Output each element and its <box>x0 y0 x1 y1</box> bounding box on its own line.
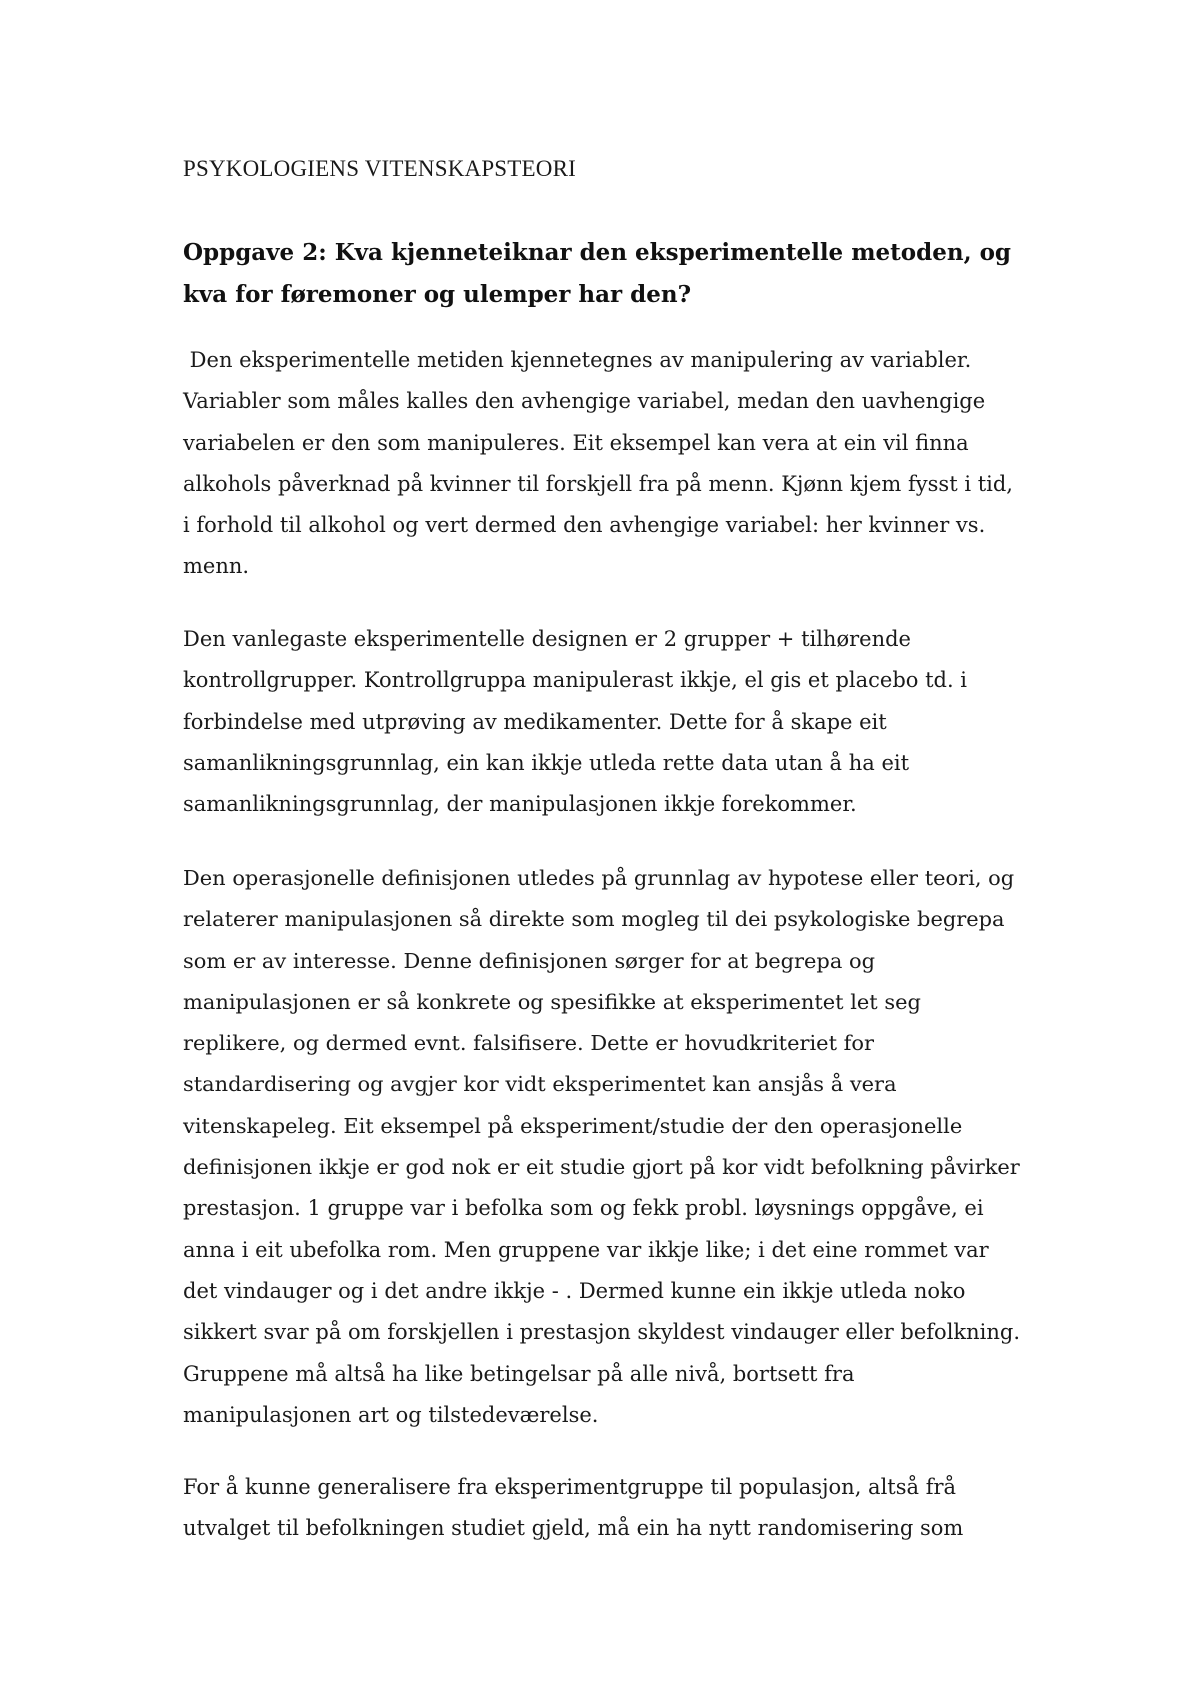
paragraph-line: forbindelse med utprøving av medikamenter. Dette for å skape eit <box>183 709 887 734</box>
paragraph-line: Den operasjonelle definisjonen utledes på grunnlag av hypotese eller teori, og <box>183 866 1015 890</box>
paragraph-line: kontrollgrupper. Kontrollgruppa manipulerast ikkje, el gis et placebo td. i <box>183 668 968 693</box>
paragraph-line: Variabler som måles kalles den avhengige variabel, medan den uavhengige <box>183 389 986 414</box>
paragraph-line: Gruppene må altså ha like betingelsar på alle nivå, bortsett fra <box>183 1361 855 1386</box>
paragraph-line: det vindauger og i det andre ikkje - . Dermed kunne ein ikkje utleda noko <box>183 1278 966 1303</box>
paragraph-line: prestasjon. 1 gruppe var i befolka som og fekk probl. løysnings oppgåve, ei <box>183 1196 984 1221</box>
assignment-title <box>183 232 1011 316</box>
paragraph-line: For å kunne generalisere fra eksperimentgruppe til populasjon, altså frå <box>183 1475 957 1499</box>
paragraph-line: som er av interesse. Denne definisjonen sørger for at begrepa og <box>183 948 875 973</box>
paragraph-line: Den eksperimentelle metiden kjennetegnes av manipulering av variabler. <box>183 348 972 372</box>
paragraph-line: definisjonen ikkje er god nok er eit studie gjort på kor vidt befolkning påvirker <box>183 1155 1020 1180</box>
paragraph-line: menn. <box>183 554 250 579</box>
paragraph-line: i forhold til alkohol og vert dermed den avhengige variabel: her kvinner vs. <box>183 513 986 538</box>
paragraph-3 <box>183 858 1020 1436</box>
paragraph-line: relaterer manipulasjonen så direkte som mogleg til dei psykologiske begrepa <box>183 907 1005 932</box>
document-heading: PSYKOLOGIENS VITENSKAPSTEORI <box>183 156 577 181</box>
paragraph-line: vitenskapeleg. Eit eksempel på eksperiment/studie der den operasjonelle <box>183 1113 963 1138</box>
title-line: kva for føremoner og ulemper har den? <box>183 281 692 308</box>
paragraph-line: replikere, og dermed evnt. falsifisere. Dette er hovudkriteriet for <box>183 1031 874 1056</box>
paragraph-4 <box>183 1467 963 1550</box>
paragraph-line: sikkert svar på om forskjellen i prestasjon skyldest vindauger eller befolkning. <box>183 1320 1021 1345</box>
paragraph-line: Den vanlegaste eksperimentelle designen er 2 grupper + tilhørende <box>183 627 911 651</box>
paragraph-line: samanlikningsgrunnlag, der manipulasjonen ikkje forekommer. <box>183 792 857 817</box>
paragraph-line: manipulasjonen art og tilstedeværelse. <box>183 1402 599 1427</box>
paragraph-line: manipulasjonen er så konkrete og spesifikke at eksperimentet let seg <box>183 989 921 1014</box>
paragraph-line: alkohols påverknad på kvinner til forskjell fra på menn. Kjønn kjem fysst i tid, <box>183 471 1013 496</box>
paragraph-2 <box>183 619 967 825</box>
paragraph-line: anna i eit ubefolka rom. Men gruppene var ikkje like; i det eine rommet var <box>183 1237 989 1262</box>
paragraph-line: samanlikningsgrunnlag, ein kan ikkje utleda rette data utan å ha eit <box>183 750 910 775</box>
paragraph-line: standardisering og avgjer kor vidt eksperimentet kan ansjås å vera <box>183 1072 897 1097</box>
paragraph-line: utvalget til befolkningen studiet gjeld, må ein ha nytt randomisering som <box>183 1516 964 1541</box>
title-line: Oppgave 2: Kva kjenneteiknar den eksperimentelle metoden, og <box>183 239 1012 266</box>
paragraph-1 <box>183 340 1013 588</box>
paragraph-line: variabelen er den som manipuleres. Eit eksempel kan vera at ein vil finna <box>183 430 969 455</box>
